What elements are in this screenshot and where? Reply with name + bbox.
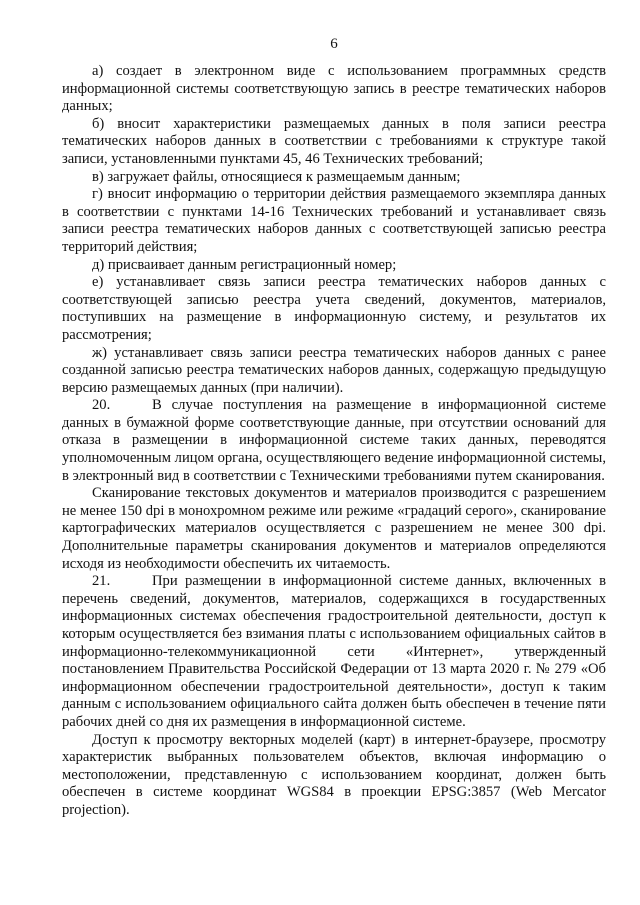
paragraph (62, 116, 606, 169)
paragraph (62, 186, 606, 256)
paragraph-text: а) создает в электронном виде с использованием программных средств информационной системы соответствующую запись в реестре тематических наборов данных; (62, 63, 606, 115)
paragraph (62, 274, 606, 344)
paragraph (62, 397, 606, 485)
paragraph-text: г) вносит информацию о территории действия размещаемого экземпляра данных в соответствии с пунктами 14-16 Технических требований и устанавливает связь записи реестра тематических наборов данных с соответствующей записью реестра территорий действия; (62, 186, 606, 255)
paragraph (62, 345, 606, 398)
paragraph-text: ж) устанавливает связь записи реестра тематических наборов данных с ранее созданной записью реестра тематических наборов данных, содержащую предыдущую версию размещаемых данных (при наличии). (62, 344, 606, 396)
paragraph-text: При размещении в информационной системе данных, включенных в перечень сведений, документов, материалов, содержащихся в государственных информационных системах обеспечения градостроительной деятельности, доступ к которым осуществляется без взимания платы с использованием официальных сайтов в информационно-телекоммуникационной сети «Интернет», утвержденный постановлением Правительства Российской Федерации от 13 марта 2020 г. № 279 «Об информационном обеспечении градостроительной деятельности», доступ к таким данным с использованием официального сайта должен быть обеспечен в течение пяти рабочих дней со дня их размещения в информационной системе. (62, 573, 606, 730)
paragraph-text: Доступ к просмотру векторных моделей (карт) в интернет-браузере, просмотру характеристик выбранных пользователем объектов, включая информацию о местоположении, представленную с использованием координат, должен быть обеспечен в системе координат WGS84 в проекции EPSG:3857 (Web Mercator projection). (62, 731, 606, 818)
paragraph-text: д) присваивает данным регистрационный номер; (92, 256, 397, 273)
paragraph (62, 63, 606, 116)
paragraph-number: 21. (92, 573, 111, 590)
document-body (62, 63, 606, 820)
paragraph-text: е) устанавливает связь записи реестра тематических наборов данных с соответствующей записью реестра учета сведений, документов, материалов, поступивших на размещение в информационную систему, и результатов их рассмотрения; (62, 274, 606, 343)
paragraph-text: б) вносит характеристики размещаемых данных в поля записи реестра тематических наборов данных в соответствии с требованиями к структуре такой записи, установленными пунктами 45, 46 Технических требований; (62, 115, 606, 167)
paragraph-text: в) загружает файлы, относящиеся к размещаемым данным; (92, 168, 461, 185)
paragraph (62, 732, 606, 820)
paragraph-number: 20. (92, 397, 111, 414)
paragraph (62, 169, 606, 187)
paragraph-text: В случае поступления на размещение в информационной системе данных в бумажной форме соответствующие данные, при отсутствии оснований для отказа в размещении в информационной системе таких данных, переводятся уполномоченным лицом органа, осуществляющего ведение информационной системы, в электронный вид в соответствии с Техническими требованиями путем сканирования. (62, 397, 606, 484)
paragraph (62, 257, 606, 275)
paragraph (62, 573, 606, 731)
page-number: 6 (330, 36, 338, 52)
paragraph (62, 485, 606, 573)
paragraph-text: Сканирование текстовых документов и материалов производится с разрешением не менее 150 dpi в монохромном режиме или режиме «градаций серого», сканирование картографических материалов осуществляется с разрешением не менее 300 dpi. Дополнительные параметры сканирования документов и материалов определяются исходя из необходимости обеспечить их читаемость. (62, 485, 606, 572)
